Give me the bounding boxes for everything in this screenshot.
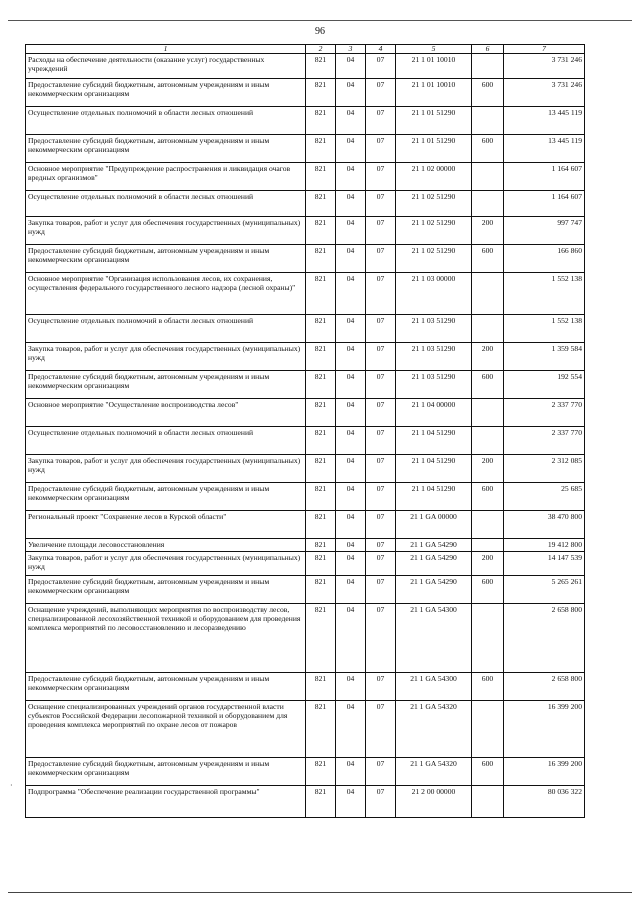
row-code-3: 04 <box>336 552 366 576</box>
table-body <box>26 54 585 818</box>
row-amount: 192 554 <box>504 371 585 399</box>
row-name: Предоставление субсидий бюджетным, автономным учреждениям и иным некоммерческим организациям <box>26 371 306 399</box>
row-code-6: 200 <box>472 343 504 371</box>
row-code-3: 04 <box>336 701 366 758</box>
row-code-3: 04 <box>336 758 366 786</box>
row-code-6: 200 <box>472 455 504 483</box>
row-code-5: 21 1 GA 54300 <box>396 604 472 673</box>
row-code-2: 821 <box>306 217 336 245</box>
row-code-3: 04 <box>336 79 366 107</box>
row-code-3: 04 <box>336 135 366 163</box>
table-row <box>26 552 585 576</box>
row-code-6: 200 <box>472 552 504 576</box>
row-code-6 <box>472 511 504 539</box>
table-header-row <box>26 45 585 54</box>
row-code-6 <box>472 399 504 427</box>
row-code-2: 821 <box>306 273 336 315</box>
row-name: Основное мероприятие "Организация использования лесов, их сохранения, осуществления федерального государственного лесного надзора (лесной охраны)" <box>26 273 306 315</box>
row-code-2: 821 <box>306 79 336 107</box>
row-code-4: 07 <box>366 371 396 399</box>
table-row <box>26 107 585 135</box>
table-row <box>26 273 585 315</box>
top-rule <box>8 20 632 21</box>
row-code-5: 21 1 02 51290 <box>396 191 472 217</box>
table-row <box>26 455 585 483</box>
row-amount: 14 147 539 <box>504 552 585 576</box>
row-code-4: 07 <box>366 604 396 673</box>
row-code-3: 04 <box>336 673 366 701</box>
row-code-4: 07 <box>366 54 396 79</box>
row-code-4: 07 <box>366 217 396 245</box>
row-code-5: 21 1 01 51290 <box>396 107 472 135</box>
row-code-2: 821 <box>306 191 336 217</box>
row-code-3: 04 <box>336 245 366 273</box>
row-amount: 1 552 138 <box>504 315 585 343</box>
page-number: 96 <box>315 26 325 37</box>
table-row <box>26 163 585 191</box>
row-code-2: 821 <box>306 701 336 758</box>
row-code-5: 21 1 03 51290 <box>396 343 472 371</box>
row-amount: 25 685 <box>504 483 585 511</box>
row-amount: 2 312 085 <box>504 455 585 483</box>
row-code-3: 04 <box>336 604 366 673</box>
table-row <box>26 427 585 455</box>
row-code-6: 600 <box>472 483 504 511</box>
column-header: 3 <box>336 45 366 54</box>
row-code-2: 821 <box>306 673 336 701</box>
row-code-5: 21 1 03 51290 <box>396 315 472 343</box>
row-code-2: 821 <box>306 539 336 552</box>
row-code-2: 821 <box>306 315 336 343</box>
row-amount: 5 265 261 <box>504 576 585 604</box>
row-code-6 <box>472 427 504 455</box>
row-amount: 3 731 246 <box>504 79 585 107</box>
row-code-3: 04 <box>336 511 366 539</box>
table-row <box>26 79 585 107</box>
row-name: Увеличение площади лесовосстановления <box>26 539 306 552</box>
row-amount: 1 359 584 <box>504 343 585 371</box>
bottom-rule <box>8 892 632 893</box>
row-amount: 2 337 770 <box>504 427 585 455</box>
table-row <box>26 371 585 399</box>
row-code-6 <box>472 163 504 191</box>
row-amount: 80 036 322 <box>504 786 585 818</box>
table-row <box>26 701 585 758</box>
row-name: Закупка товаров, работ и услуг для обеспечения государственных (муниципальных) нужд <box>26 343 306 371</box>
column-header: 6 <box>472 45 504 54</box>
table-row <box>26 483 585 511</box>
row-code-4: 07 <box>366 483 396 511</box>
table-row <box>26 758 585 786</box>
row-name: Осуществление отдельных полномочий в области лесных отношений <box>26 107 306 135</box>
row-code-4: 07 <box>366 163 396 191</box>
row-amount: 16 399 200 <box>504 758 585 786</box>
row-code-2: 821 <box>306 54 336 79</box>
row-code-3: 04 <box>336 455 366 483</box>
row-name: Региональный проект "Сохранение лесов в Курской области" <box>26 511 306 539</box>
row-code-6 <box>472 701 504 758</box>
row-name: Предоставление субсидий бюджетным, автономным учреждениям и иным некоммерческим организациям <box>26 135 306 163</box>
row-code-6: 600 <box>472 576 504 604</box>
row-name: Закупка товаров, работ и услуг для обеспечения государственных (муниципальных) нужд <box>26 217 306 245</box>
row-code-3: 04 <box>336 786 366 818</box>
column-header: 1 <box>26 45 306 54</box>
row-code-6: 600 <box>472 245 504 273</box>
table-row <box>26 539 585 552</box>
row-code-4: 07 <box>366 758 396 786</box>
column-header: 2 <box>306 45 336 54</box>
column-header: 4 <box>366 45 396 54</box>
row-code-3: 04 <box>336 576 366 604</box>
table-row <box>26 54 585 79</box>
row-code-6: 600 <box>472 371 504 399</box>
row-name: Предоставление субсидий бюджетным, автономным учреждениям и иным некоммерческим организациям <box>26 758 306 786</box>
row-code-6: 600 <box>472 758 504 786</box>
table-row <box>26 191 585 217</box>
row-code-3: 04 <box>336 315 366 343</box>
row-code-3: 04 <box>336 427 366 455</box>
row-code-2: 821 <box>306 455 336 483</box>
row-code-4: 07 <box>366 273 396 315</box>
row-code-4: 07 <box>366 539 396 552</box>
row-name: Оснащение учреждений, выполняющих мероприятия по воспроизводству лесов, специализированной лесохозяйственной техникой и оборудованием для проведения комплекса мероприятий по лесовосстановлению и лесоразведению <box>26 604 306 673</box>
row-code-3: 04 <box>336 343 366 371</box>
row-code-5: 21 1 GA 54320 <box>396 758 472 786</box>
row-code-5: 21 1 04 51290 <box>396 483 472 511</box>
row-code-3: 04 <box>336 107 366 135</box>
row-code-3: 04 <box>336 163 366 191</box>
row-code-4: 07 <box>366 191 396 217</box>
row-code-6: 600 <box>472 673 504 701</box>
row-code-5: 21 1 02 00000 <box>396 163 472 191</box>
row-amount: 38 470 800 <box>504 511 585 539</box>
row-code-5: 21 2 00 00000 <box>396 786 472 818</box>
budget-table <box>25 44 585 818</box>
table-row <box>26 343 585 371</box>
row-name: Предоставление субсидий бюджетным, автономным учреждениям и иным некоммерческим организациям <box>26 576 306 604</box>
row-amount: 13 445 119 <box>504 135 585 163</box>
row-code-5: 21 1 GA 54290 <box>396 552 472 576</box>
row-code-2: 821 <box>306 107 336 135</box>
table-row <box>26 673 585 701</box>
row-amount: 997 747 <box>504 217 585 245</box>
row-name: Предоставление субсидий бюджетным, автономным учреждениям и иным некоммерческим организациям <box>26 79 306 107</box>
row-code-6: 200 <box>472 217 504 245</box>
table-row <box>26 511 585 539</box>
row-code-2: 821 <box>306 371 336 399</box>
row-code-5: 21 1 GA 00000 <box>396 511 472 539</box>
row-code-5: 21 1 03 51290 <box>396 371 472 399</box>
row-amount: 2 337 770 <box>504 399 585 427</box>
row-code-2: 821 <box>306 163 336 191</box>
row-code-5: 21 1 01 10010 <box>396 79 472 107</box>
row-code-6 <box>472 604 504 673</box>
row-amount: 19 412 800 <box>504 539 585 552</box>
row-code-4: 07 <box>366 315 396 343</box>
row-name: Основное мероприятие "Осуществление воспроизводства лесов" <box>26 399 306 427</box>
row-code-5: 21 1 04 00000 <box>396 399 472 427</box>
row-code-4: 07 <box>366 245 396 273</box>
row-amount: 166 860 <box>504 245 585 273</box>
row-code-6 <box>472 273 504 315</box>
row-code-4: 07 <box>366 701 396 758</box>
row-code-2: 821 <box>306 758 336 786</box>
row-code-4: 07 <box>366 399 396 427</box>
row-code-3: 04 <box>336 217 366 245</box>
row-code-5: 21 1 01 51290 <box>396 135 472 163</box>
row-code-2: 821 <box>306 245 336 273</box>
row-code-6 <box>472 191 504 217</box>
table-row <box>26 135 585 163</box>
row-amount: 1 552 138 <box>504 273 585 315</box>
row-name: Предоставление субсидий бюджетным, автономным учреждениям и иным некоммерческим организациям <box>26 673 306 701</box>
row-code-6: 600 <box>472 79 504 107</box>
row-code-5: 21 1 04 51290 <box>396 455 472 483</box>
row-amount: 3 731 246 <box>504 54 585 79</box>
row-code-2: 821 <box>306 343 336 371</box>
row-code-3: 04 <box>336 54 366 79</box>
row-code-6 <box>472 315 504 343</box>
row-code-4: 07 <box>366 576 396 604</box>
row-code-4: 07 <box>366 79 396 107</box>
row-name: Закупка товаров, работ и услуг для обеспечения государственных (муниципальных) нужд <box>26 552 306 576</box>
row-code-6 <box>472 107 504 135</box>
row-code-3: 04 <box>336 273 366 315</box>
row-code-5: 21 1 03 00000 <box>396 273 472 315</box>
row-code-5: 21 1 04 51290 <box>396 427 472 455</box>
row-amount: 13 445 119 <box>504 107 585 135</box>
row-amount: 2 658 800 <box>504 604 585 673</box>
row-amount: 1 164 607 <box>504 163 585 191</box>
row-code-3: 04 <box>336 191 366 217</box>
row-code-2: 821 <box>306 552 336 576</box>
table-row <box>26 786 585 818</box>
row-code-6 <box>472 786 504 818</box>
row-code-4: 07 <box>366 107 396 135</box>
row-amount: 1 164 607 <box>504 191 585 217</box>
row-code-4: 07 <box>366 455 396 483</box>
row-amount: 2 658 800 <box>504 673 585 701</box>
row-name: Осуществление отдельных полномочий в области лесных отношений <box>26 191 306 217</box>
table-row <box>26 399 585 427</box>
row-code-2: 821 <box>306 135 336 163</box>
row-name: Закупка товаров, работ и услуг для обеспечения государственных (муниципальных) нужд <box>26 455 306 483</box>
row-code-3: 04 <box>336 399 366 427</box>
row-code-5: 21 1 GA 54300 <box>396 673 472 701</box>
column-header: 5 <box>396 45 472 54</box>
row-code-2: 821 <box>306 576 336 604</box>
row-code-5: 21 1 02 51290 <box>396 245 472 273</box>
table-row <box>26 217 585 245</box>
row-code-2: 821 <box>306 427 336 455</box>
row-code-5: 21 1 GA 54290 <box>396 539 472 552</box>
row-code-6 <box>472 539 504 552</box>
column-header: 7 <box>504 45 585 54</box>
row-code-4: 07 <box>366 343 396 371</box>
row-code-4: 07 <box>366 673 396 701</box>
row-code-6 <box>472 54 504 79</box>
row-code-3: 04 <box>336 371 366 399</box>
row-code-3: 04 <box>336 539 366 552</box>
row-code-2: 821 <box>306 604 336 673</box>
row-name: Основное мероприятие "Предупреждение распространения и ликвидация очагов вредных организмов" <box>26 163 306 191</box>
row-code-4: 07 <box>366 135 396 163</box>
row-name: Предоставление субсидий бюджетным, автономным учреждениям и иным некоммерческим организациям <box>26 245 306 273</box>
row-code-2: 821 <box>306 483 336 511</box>
row-amount: 16 399 200 <box>504 701 585 758</box>
row-code-5: 21 1 GA 54320 <box>396 701 472 758</box>
row-code-2: 821 <box>306 511 336 539</box>
row-code-5: 21 1 GA 54290 <box>396 576 472 604</box>
table-row <box>26 315 585 343</box>
row-code-4: 07 <box>366 427 396 455</box>
row-code-5: 21 1 02 51290 <box>396 217 472 245</box>
row-code-4: 07 <box>366 511 396 539</box>
table-row <box>26 576 585 604</box>
row-name: Предоставление субсидий бюджетным, автономным учреждениям и иным некоммерческим организациям <box>26 483 306 511</box>
row-code-2: 821 <box>306 786 336 818</box>
row-code-4: 07 <box>366 552 396 576</box>
row-name: Осуществление отдельных полномочий в области лесных отношений <box>26 427 306 455</box>
table-row <box>26 604 585 673</box>
row-name: Расходы на обеспечение деятельности (оказание услуг) государственных учреждений <box>26 54 306 79</box>
row-name: Подпрограмма "Обеспечение реализации государственной программы" <box>26 786 306 818</box>
row-name: Осуществление отдельных полномочий в области лесных отношений <box>26 315 306 343</box>
row-code-6: 600 <box>472 135 504 163</box>
row-code-5: 21 1 01 10010 <box>396 54 472 79</box>
row-code-2: 821 <box>306 399 336 427</box>
table-row <box>26 245 585 273</box>
row-code-4: 07 <box>366 786 396 818</box>
row-code-3: 04 <box>336 483 366 511</box>
row-name: Оснащение специализированных учреждений органов государственной власти субъектов Российской Федерации лесопожарной техникой и оборудованием для проведения комплекса мероприятий по охране лесов от пожаров <box>26 701 306 758</box>
margin-mark: · <box>10 781 13 790</box>
